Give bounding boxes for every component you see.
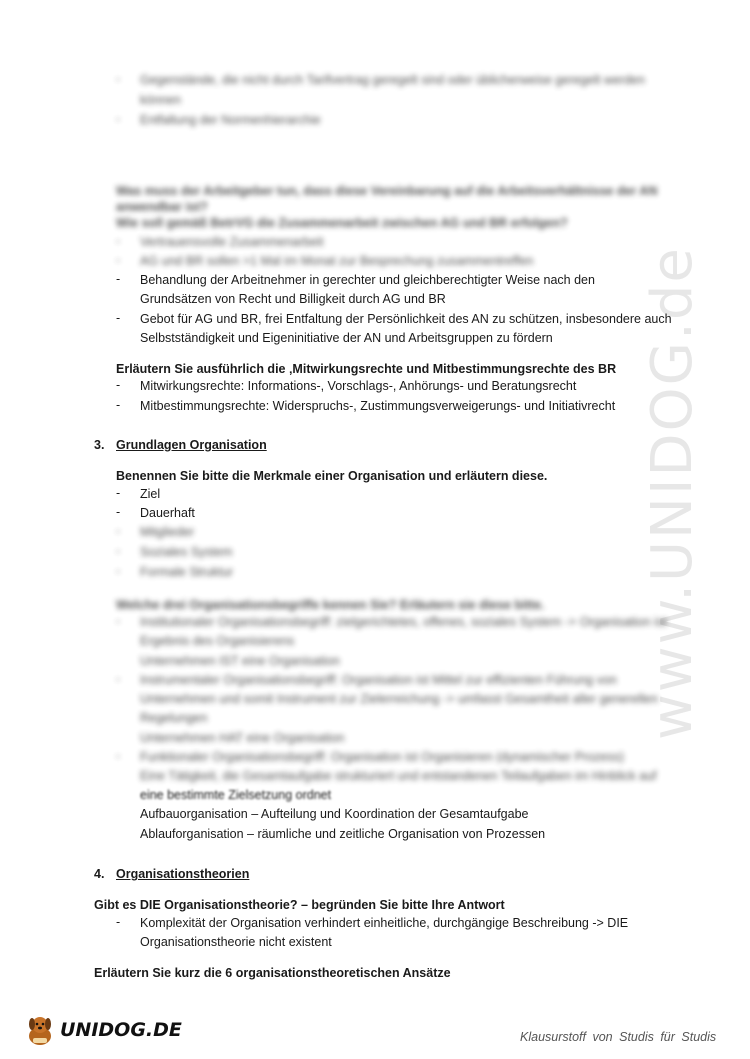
- footer-slogan: Klausurstoff von Studis für Studis: [520, 1030, 717, 1044]
- blurred-question: Wie soll gemäß BetrVG die Zusammenarbeit zwischen AG und BR erfolgen?: [116, 216, 568, 230]
- list-item-cont: Organisationstheorie nicht existent: [140, 935, 332, 949]
- blurred-text: Instrumentaler Organisationsbegriff: Organisation ist Mittel zur effizienten Führung von: [140, 673, 617, 687]
- blurred-text: Institutionaler Organisationsbegriff: zielgerichtetes, offenes, soziales System -> Organisation ist: [140, 615, 667, 629]
- semi-blurred-text: eine bestimmte Zielsetzung ordnet: [140, 788, 332, 802]
- list-dash: -: [116, 486, 121, 500]
- list-item-cont: Aufbauorganisation – Aufteilung und Koordination der Gesamtaufgabe: [140, 807, 529, 821]
- list-dash: -: [116, 564, 121, 578]
- list-item-cont: Ablauforganisation – räumliche und zeitliche Organisation von Prozessen: [140, 827, 546, 841]
- section-number: 4.: [94, 867, 105, 881]
- blurred-question: Was muss der Arbeitgeber tun, dass diese Vereinbarung auf die Arbeitsverhältnisse der AN: [116, 184, 658, 198]
- blurred-text: Ergebnis des Organisierens: [140, 634, 295, 648]
- blurred-text: Funktionaler Organisationsbegriff: Organisation ist Organisieren (dynamischer Prozess): [140, 750, 625, 764]
- list-dash: -: [116, 112, 121, 126]
- footer-logo: [22, 1010, 182, 1050]
- list-item: Komplexität der Organisation verhindert einheitliche, durchgängige Beschreibung -> DIE: [140, 916, 629, 930]
- blurred-question: anwendbar ist?: [116, 200, 208, 214]
- section-title: Organisationstheorien: [116, 867, 250, 881]
- list-item: Ziel: [140, 487, 161, 501]
- list-dash: -: [116, 505, 121, 519]
- section-number: 3.: [94, 438, 105, 452]
- blurred-text: Soziales System: [140, 545, 233, 559]
- blurred-text: Mitglieder: [140, 525, 195, 539]
- list-dash: -: [116, 915, 121, 929]
- list-dash: -: [116, 398, 121, 412]
- list-dash: -: [116, 234, 121, 248]
- question-heading: Benennen Sie bitte die Merkmale einer Organisation und erläutern diese.: [116, 469, 548, 483]
- list-dash: -: [116, 378, 121, 392]
- dog-mascot-icon: [22, 1012, 58, 1048]
- list-dash: -: [116, 524, 121, 538]
- list-dash: -: [116, 311, 121, 325]
- list-dash: -: [116, 672, 121, 686]
- blurred-text: Regelungen: [140, 711, 208, 725]
- blurred-text: Entfaltung der Normenhierarchie: [140, 113, 321, 127]
- blurred-text: Eine Tätigkeit, die Gesamtaufgabe strukturiert und entstandenen Teilaufgaben im Hinblick auf: [140, 769, 657, 783]
- blurred-text: Gegenstände, die nicht durch Tarifvertrag geregelt sind oder üblicherweise geregelt werden: [140, 73, 645, 87]
- blurred-text: Unternehmen HAT eine Organisation: [140, 731, 345, 745]
- list-dash: -: [116, 614, 121, 628]
- list-dash: -: [116, 272, 121, 286]
- list-dash: -: [116, 544, 121, 558]
- list-item-cont: Grundsätzen von Recht und Billigkeit durch AG und BR: [140, 292, 446, 306]
- blurred-text: Formale Struktur: [140, 565, 234, 579]
- list-item: Mitbestimmungsrechte: Widerspruchs-, Zustimmungsverweigerungs- und Initiativrecht: [140, 399, 616, 413]
- blurred-text: Unternehmen und somit Instrument zur Zielerreichung -> umfasst Gesamtheit aller generellen: [140, 692, 658, 706]
- blurred-text: AG und BR sollen >1 Mal im Monat zur Besprechung zusammentreffen: [140, 254, 534, 268]
- list-item-cont: Selbstständigkeit und Eigeninitiative der AN und Arbeitsgruppen zu fördern: [140, 331, 553, 345]
- brand-name: UNIDOG.DE: [60, 1019, 182, 1041]
- blurred-text: Vertrauensvolle Zusammenarbeit: [140, 235, 324, 249]
- list-item: Gebot für AG und BR, frei Entfaltung der Persönlichkeit des AN zu schützen, insbesondere auch: [140, 312, 672, 326]
- list-dash: -: [116, 749, 121, 763]
- section-title: Grundlagen Organisation: [116, 438, 267, 452]
- list-dash: -: [116, 72, 121, 86]
- list-item: Dauerhaft: [140, 506, 195, 520]
- blurred-text: Unternehmen IST eine Organisation: [140, 654, 340, 668]
- question-heading: Erläutern Sie kurz die 6 organisationstheoretischen Ansätze: [94, 966, 451, 980]
- watermark: www.UNIDOG.de: [640, 246, 705, 740]
- list-item: Mitwirkungsrechte: Informations-, Vorschlags-, Anhörungs- und Beratungsrecht: [140, 379, 577, 393]
- list-item: Behandlung der Arbeitnehmer in gerechter und gleichberechtigter Weise nach den: [140, 273, 595, 287]
- question-heading: Gibt es DIE Organisationstheorie? – begründen Sie bitte Ihre Antwort: [94, 898, 505, 912]
- blurred-text: können: [140, 93, 182, 107]
- question-heading: Erläutern Sie ausführlich die ‚Mitwirkungsrechte und Mitbestimmungsrechte des BR: [116, 362, 617, 376]
- blurred-question: Welche drei Organisationsbegriffe kennen Sie? Erläutern sie diese bitte.: [116, 598, 545, 612]
- list-dash: -: [116, 253, 121, 267]
